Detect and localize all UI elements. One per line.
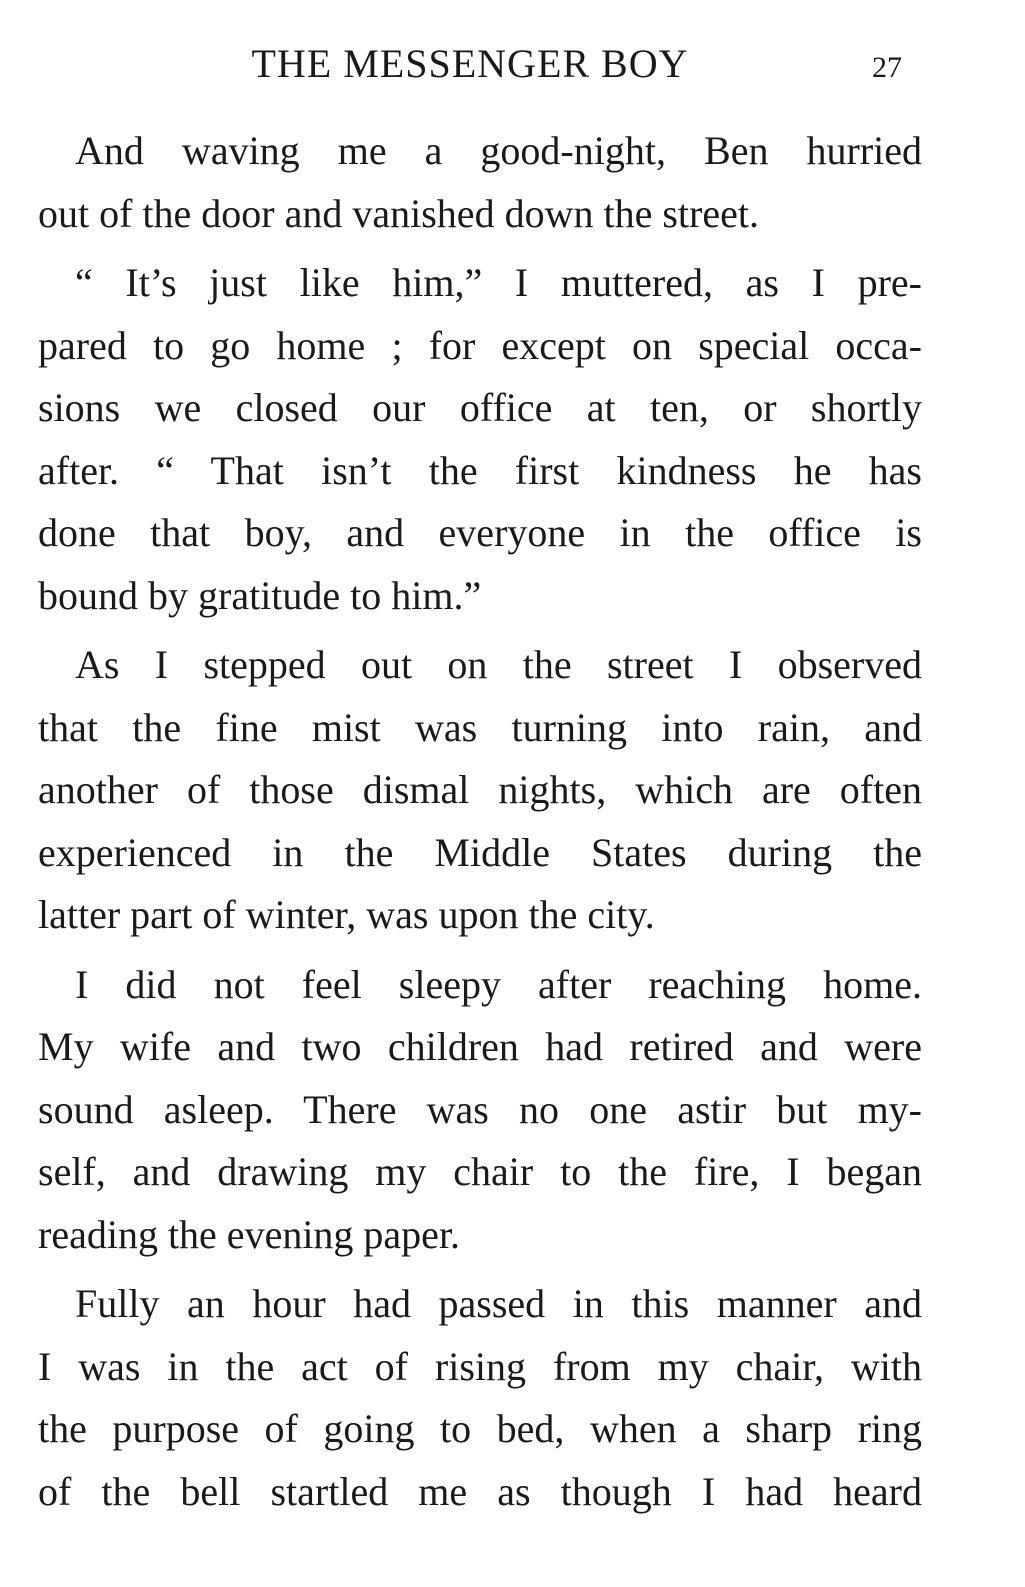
page-number: 27 xyxy=(872,51,902,84)
text-line: My wife and two children had retired and were xyxy=(38,1024,922,1069)
running-title: THE MESSENGER BOY xyxy=(251,41,689,86)
text-line: after. “ That isn’t the first kindness he has xyxy=(38,447,922,493)
text-line: I did not feel sleepy after reaching home. xyxy=(75,961,922,1007)
text-line: another of those dismal nights, which are often xyxy=(38,767,922,812)
text-line: sions we closed our office at ten, or shortly xyxy=(38,385,922,430)
text-line: pared to go home ; for except on special occa- xyxy=(38,322,922,368)
text-line: reading the evening paper. xyxy=(38,1211,461,1257)
paragraph xyxy=(38,634,922,947)
text-line: bound by gratitude to him.” xyxy=(38,572,482,618)
text-line: latter part of winter, was upon the city. xyxy=(38,892,655,937)
text-line: that the fine mist was turning into rain, and xyxy=(38,704,922,750)
text-line: sound asleep. There was no one astir but my- xyxy=(38,1086,922,1132)
text-line: experienced in the Middle States during the xyxy=(38,829,922,875)
paragraph xyxy=(38,954,922,1267)
text-line: of the bell startled me as though I had heard xyxy=(38,1468,922,1514)
text-line: out of the door and vanished down the street. xyxy=(38,190,759,236)
text-line: the purpose of going to bed, when a sharp ring xyxy=(38,1406,922,1451)
paragraph xyxy=(38,120,922,245)
paragraph xyxy=(38,252,922,627)
paragraph xyxy=(38,1273,922,1523)
text-line: As I stepped out on the street I observed xyxy=(75,642,922,687)
text-line: “ It’s just like him,” I muttered, as I pre- xyxy=(75,260,922,305)
body-text xyxy=(38,120,922,1530)
text-line: self, and drawing my chair to the fire, I began xyxy=(38,1149,922,1194)
text-line: I was in the act of rising from my chair, with xyxy=(38,1343,922,1389)
page-header xyxy=(0,38,1025,90)
text-line: Fully an hour had passed in this manner and xyxy=(75,1281,922,1326)
text-line: And waving me a good-night, Ben hurried xyxy=(75,128,922,173)
text-line: done that boy, and everyone in the office is xyxy=(38,510,922,555)
